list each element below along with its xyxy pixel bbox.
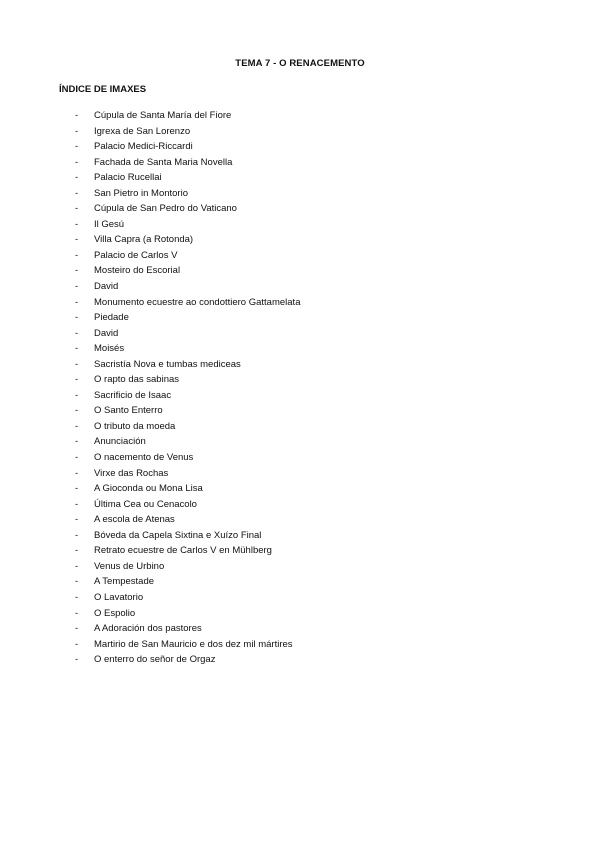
list-item-text: Moisés: [94, 343, 125, 355]
list-bullet: -: [75, 125, 79, 137]
list-item-text: Cúpula de San Pedro do Vaticano: [94, 203, 237, 215]
list-bullet: -: [75, 483, 79, 495]
list-bullet: -: [75, 374, 79, 386]
image-index-list: [0, 108, 600, 668]
list-item-text: Sacristía Nova e tumbas mediceas: [94, 358, 241, 370]
list-bullet: -: [75, 249, 79, 261]
list-bullet: -: [75, 623, 79, 635]
list-item: [0, 512, 600, 528]
list-item: [0, 217, 600, 233]
list-item-text: O enterro do señor de Orgaz: [94, 654, 216, 666]
list-item-text: O nacemento de Venus: [94, 452, 194, 464]
list-item-text: A escola de Atenas: [94, 514, 175, 526]
list-item: [0, 481, 600, 497]
list-bullet: -: [75, 420, 79, 432]
list-item: [0, 497, 600, 513]
list-item-text: Fachada de Santa Maria Novella: [94, 156, 233, 168]
list-item-text: A Adoración dos pastores: [94, 623, 202, 635]
list-item: [0, 372, 600, 388]
list-item-text: Il Gesú: [94, 218, 125, 230]
list-bullet: -: [75, 498, 79, 510]
list-item-text: San Pietro in Montorio: [94, 187, 188, 199]
list-item-text: Bóveda da Capela Sixtina e Xuízo Final: [94, 529, 262, 541]
list-item-text: Cúpula de Santa María del Fiore: [94, 110, 232, 121]
list-bullet: -: [75, 405, 79, 417]
list-item-text: Igrexa de San Lorenzo: [94, 125, 191, 137]
list-bullet: -: [75, 591, 79, 603]
list-item: [0, 559, 600, 575]
list-item: [0, 528, 600, 544]
list-bullet: -: [75, 576, 79, 588]
list-bullet: -: [75, 358, 79, 370]
list-item: [0, 403, 600, 419]
list-item: [0, 543, 600, 559]
list-item: [0, 637, 600, 653]
list-bullet: -: [75, 638, 79, 650]
list-item-text: O Santo Enterro: [94, 405, 163, 417]
list-item-text: Palacio Medici-Riccardi: [94, 141, 193, 153]
list-item: [0, 201, 600, 217]
list-item: [0, 279, 600, 295]
list-item-text: O Espolio: [94, 607, 136, 619]
list-item-text: O rapto das sabinas: [94, 374, 180, 386]
list-bullet: -: [75, 156, 79, 168]
list-item: [0, 357, 600, 373]
list-item-text: Palacio Rucellai: [94, 172, 162, 184]
list-item: [0, 590, 600, 606]
list-item: [0, 310, 600, 326]
list-bullet: -: [75, 545, 79, 557]
list-item-text: Palacio de Carlos V: [94, 249, 178, 261]
list-bullet: -: [75, 436, 79, 448]
list-item: [0, 606, 600, 622]
list-item: [0, 419, 600, 435]
list-item: [0, 155, 600, 171]
list-bullet: -: [75, 312, 79, 324]
list-bullet: -: [75, 296, 79, 308]
list-bullet: -: [75, 172, 79, 184]
list-item: [0, 341, 600, 357]
list-item-text: Martirio de San Mauricio e dos dez mil mártires: [94, 638, 293, 650]
list-bullet: -: [75, 343, 79, 355]
list-item: [0, 186, 600, 202]
list-item-text: Sacrificio de Isaac: [94, 389, 172, 401]
list-item-text: A Gioconda ou Mona Lisa: [94, 483, 203, 495]
list-item-text: O Lavatorio: [94, 591, 144, 603]
list-item: [0, 621, 600, 637]
list-bullet: -: [75, 607, 79, 619]
list-bullet: -: [75, 654, 79, 666]
list-bullet: -: [75, 110, 79, 121]
list-item: [0, 450, 600, 466]
list-bullet: -: [75, 203, 79, 215]
list-item: [0, 248, 600, 264]
list-item-text: Virxe das Rochas: [94, 467, 169, 479]
list-bullet: -: [75, 467, 79, 479]
list-item-text: Anunciación: [94, 436, 146, 448]
section-heading: ÍNDICE DE IMAXES: [59, 84, 147, 95]
list-bullet: -: [75, 452, 79, 464]
list-item-text: Villa Capra (a Rotonda): [94, 234, 194, 246]
list-item: [0, 232, 600, 248]
list-bullet: -: [75, 529, 79, 541]
list-item: [0, 295, 600, 311]
list-item-text: O tributo da moeda: [94, 420, 176, 432]
list-bullet: -: [75, 560, 79, 572]
list-item-text: Piedade: [94, 312, 129, 324]
list-item: [0, 170, 600, 186]
list-item: [0, 326, 600, 342]
list-item: [0, 388, 600, 404]
list-item: [0, 124, 600, 140]
list-bullet: -: [75, 327, 79, 339]
list-item: [0, 434, 600, 450]
list-bullet: -: [75, 389, 79, 401]
list-item-text: A Tempestade: [94, 576, 155, 588]
list-bullet: -: [75, 265, 79, 277]
document-title: TEMA 7 - O RENACEMENTO: [235, 58, 365, 69]
list-item-text: Última Cea ou Cenacolo: [94, 498, 197, 510]
list-bullet: -: [75, 218, 79, 230]
list-bullet: -: [75, 141, 79, 153]
list-item: [0, 108, 600, 124]
list-item: [0, 574, 600, 590]
list-item-text: Venus de Urbino: [94, 560, 165, 572]
list-bullet: -: [75, 514, 79, 526]
list-item-text: Retrato ecuestre de Carlos V en Mühlberg: [94, 545, 272, 557]
list-bullet: -: [75, 187, 79, 199]
list-item: [0, 466, 600, 482]
list-bullet: -: [75, 234, 79, 246]
list-item-text: Monumento ecuestre ao condottiero Gattamelata: [94, 296, 301, 308]
list-bullet: -: [75, 281, 79, 293]
list-item: [0, 263, 600, 279]
list-item-text: David: [94, 327, 119, 339]
list-item-text: David: [94, 281, 119, 293]
list-item: [0, 139, 600, 155]
list-item: [0, 652, 600, 668]
list-item-text: Mosteiro do Escorial: [94, 265, 181, 277]
